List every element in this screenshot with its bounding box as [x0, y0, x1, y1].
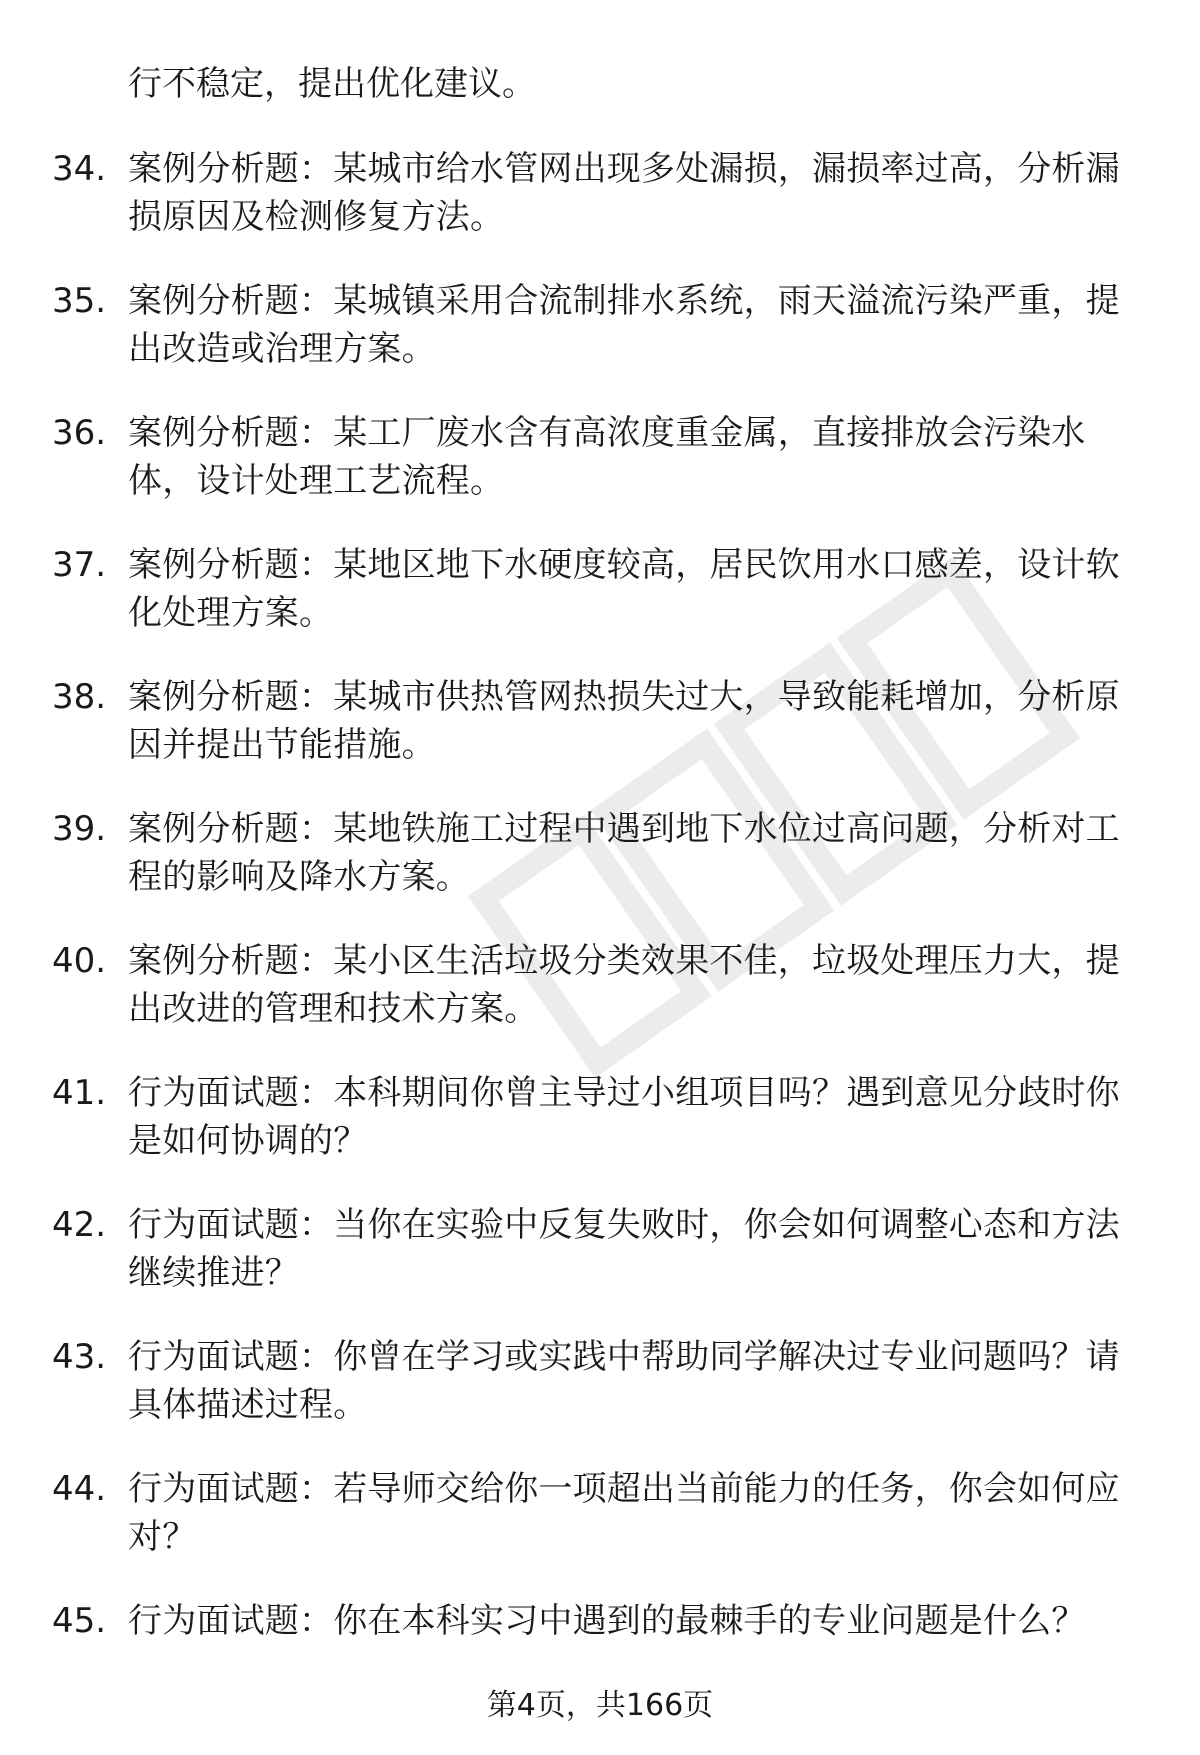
- list-item: [0, 673, 1200, 805]
- carry-over-text: 行不稳定，提出优化建议。: [128, 64, 536, 104]
- question-text: 案例分析题：某工厂废水含有高浓度重金属，直接排放会污染水体，设计处理工艺流程。: [128, 413, 1086, 501]
- list-item: [0, 1465, 1200, 1597]
- list-item: [0, 1201, 1200, 1333]
- question-text: 行为面试题：当你在实验中反复失败时，你会如何调整心态和方法继续推进？: [128, 1205, 1120, 1293]
- list-item: [0, 277, 1200, 409]
- question-number: 34.: [52, 149, 107, 189]
- question-text: 行为面试题：本科期间你曾主导过小组项目吗？遇到意见分歧时你是如何协调的？: [128, 1073, 1120, 1161]
- list-item: [0, 1333, 1200, 1465]
- question-text: 行为面试题：你曾在学习或实践中帮助同学解决过专业问题吗？请具体描述过程。: [128, 1337, 1120, 1425]
- question-number: 43.: [52, 1337, 107, 1377]
- question-number: 38.: [52, 677, 107, 717]
- page-footer: 第4页，共166页: [486, 1688, 714, 1723]
- question-number: 37.: [52, 545, 107, 585]
- question-text: 案例分析题：某地铁施工过程中遇到地下水位过高问题，分析对工程的影响及降水方案。: [128, 809, 1120, 897]
- list-item: [0, 409, 1200, 541]
- question-text: 行为面试题：若导师交给你一项超出当前能力的任务，你会如何应对？: [128, 1469, 1120, 1557]
- question-text: 案例分析题：某城市给水管网出现多处漏损，漏损率过高，分析漏损原因及检测修复方法。: [128, 149, 1120, 237]
- question-text: 案例分析题：某城市供热管网热损失过大，导致能耗增加，分析原因并提出节能措施。: [128, 677, 1120, 765]
- question-number: 45.: [52, 1601, 107, 1641]
- question-text: 案例分析题：某小区生活垃圾分类效果不佳，垃圾处理压力大，提出改进的管理和技术方案。: [128, 941, 1120, 1029]
- list-item: [0, 1069, 1200, 1201]
- question-number: 44.: [52, 1469, 107, 1509]
- question-number: 42.: [52, 1205, 107, 1245]
- list-item: [0, 937, 1200, 1069]
- list-item: [0, 541, 1200, 673]
- list-item: [0, 805, 1200, 937]
- question-text: 案例分析题：某城镇采用合流制排水系统，雨天溢流污染严重，提出改造或治理方案。: [128, 281, 1120, 369]
- question-text: 案例分析题：某地区地下水硬度较高，居民饮用水口感差，设计软化处理方案。: [128, 545, 1120, 633]
- question-number: 36.: [52, 413, 107, 453]
- list-item: [0, 1597, 1200, 1667]
- question-number: 39.: [52, 809, 107, 849]
- question-text: 行为面试题：你在本科实习中遇到的最棘手的专业问题是什么？: [128, 1601, 1086, 1641]
- list-item: [0, 145, 1200, 277]
- question-number: 41.: [52, 1073, 107, 1113]
- question-number: 35.: [52, 281, 107, 321]
- question-number: 40.: [52, 941, 107, 981]
- question-list: [0, 145, 1200, 1667]
